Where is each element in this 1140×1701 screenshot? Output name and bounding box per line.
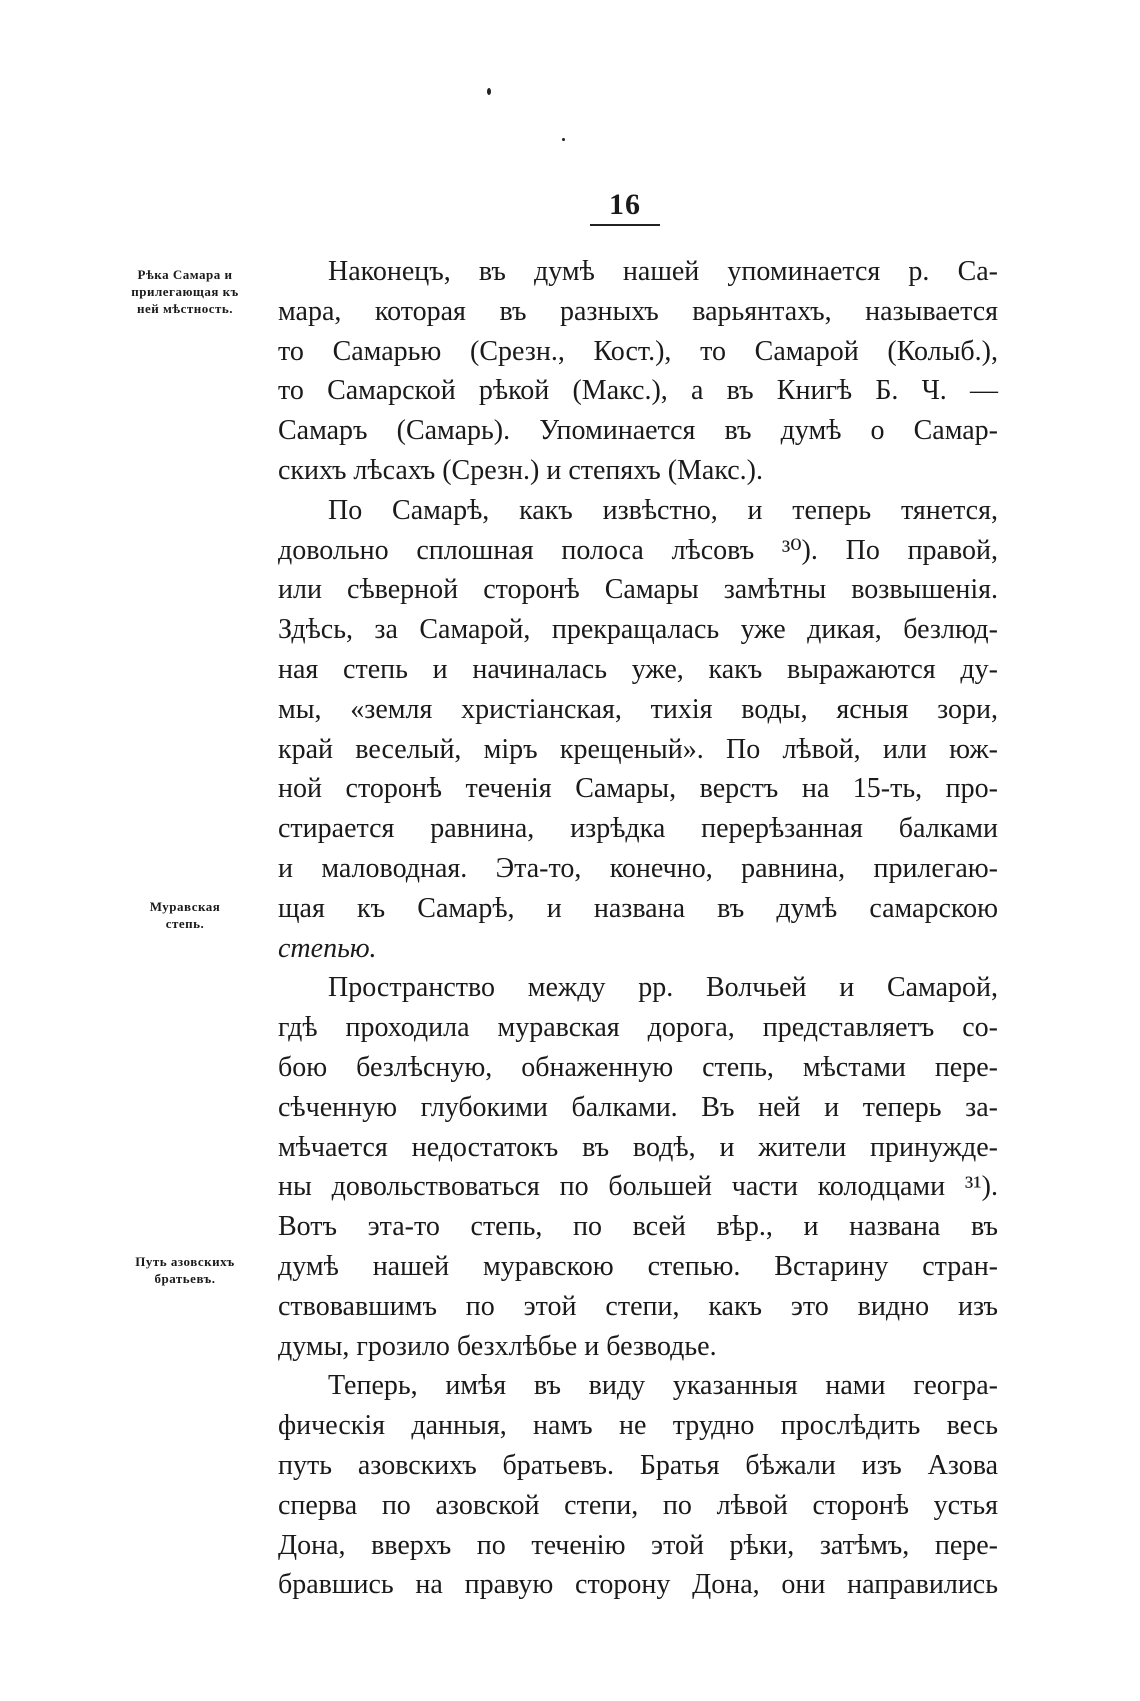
text-line: бравшись на правую сторону Дона, они направились xyxy=(278,1569,998,1601)
text-line: степью. xyxy=(278,932,377,964)
paragraph xyxy=(278,1366,998,1605)
text-line: путь азовскихъ братьевъ. Братья бѣжали изъ Азова xyxy=(278,1449,998,1481)
text-line: или сѣверной сторонѣ Самары замѣтны возвышенія. xyxy=(278,574,998,606)
paragraph xyxy=(278,968,998,1366)
side-note-line: степь. xyxy=(165,916,205,931)
side-note-azov-path xyxy=(110,1253,260,1287)
page-number: 16 xyxy=(609,188,641,221)
side-note-line: Путь азовскихъ xyxy=(135,1254,235,1269)
main-text xyxy=(278,252,998,1605)
text-line: сѣченную глубокими балками. Въ ней и теперь за- xyxy=(278,1091,998,1123)
text-line: фическія данныя, намъ не трудно прослѣдить весь xyxy=(278,1410,998,1442)
text-line: Пространство между рр. Волчьей и Самарой, xyxy=(328,972,998,1004)
text-line: то Самарью (Срезн., Кост.), то Самарой (Колыб.), xyxy=(278,335,998,367)
side-note-line: братьевъ. xyxy=(154,1271,216,1286)
text-line: мы, «земля христіанская, тихія воды, ясныя зори, xyxy=(278,693,998,725)
text-line: Наконецъ, въ думѣ нашей упоминается р. Са- xyxy=(328,256,998,287)
paragraph xyxy=(278,491,998,969)
text-line: Теперь, имѣя въ виду указанныя нами геогра- xyxy=(328,1370,998,1402)
text-line: довольно сплошная полоса лѣсовъ ³⁰). По правой, xyxy=(278,534,998,566)
side-note-line: Рѣка Самара и xyxy=(137,267,233,282)
side-note-line: прилегающая къ xyxy=(131,284,239,299)
text-line: край веселый, міръ крещеный». По лѣвой, или юж- xyxy=(278,733,998,765)
text-line: мѣчается недостатокъ въ водѣ, и жители принужде- xyxy=(278,1131,998,1163)
text-line: гдѣ проходила муравская дорога, представляетъ со- xyxy=(278,1012,998,1044)
print-speck xyxy=(562,138,565,141)
page-number-underline xyxy=(590,224,660,226)
text-line: ны довольствоваться по большей части колодцами ³¹). xyxy=(278,1171,998,1203)
text-line: ной сторонѣ теченія Самары, верстъ на 15-ть, про- xyxy=(278,773,998,805)
text-line: бою безлѣсную, обнаженную степь, мѣстами пере- xyxy=(278,1051,998,1083)
text-line: Вотъ эта-то степь, по всей вѣр., и названа въ xyxy=(278,1211,998,1243)
text-line: думѣ нашей муравскою степью. Встарину стран- xyxy=(278,1250,998,1282)
text-line: По Самарѣ, какъ извѣстно, и теперь тянется, xyxy=(328,494,998,526)
side-note-line: ней мѣстность. xyxy=(136,301,234,316)
side-note-samara xyxy=(110,266,260,317)
text-line: ствовавшимъ по этой степи, какъ это видно изъ xyxy=(278,1290,998,1322)
paragraph xyxy=(278,252,998,491)
text-line: ная степь и начиналась уже, какъ выражаются ду- xyxy=(278,653,998,685)
text-line: и маловодная. Эта-то, конечно, равнина, прилегаю- xyxy=(278,852,998,884)
text-line: Самаръ (Самарь). Упоминается въ думѣ о Самар- xyxy=(278,415,998,447)
text-line: мара, которая въ разныхъ варьянтахъ, называется xyxy=(278,295,998,327)
text-line: щая къ Самарѣ, и названа въ думѣ самарскою xyxy=(278,892,998,924)
text-line: Дона, вверхъ по теченію этой рѣки, затѣмъ, пере- xyxy=(278,1529,998,1561)
text-line: Здѣсь, за Самарой, прекращалась уже дикая, безлюд- xyxy=(278,614,998,646)
text-line: стирается равнина, изрѣдка перерѣзанная балками xyxy=(278,813,998,845)
side-note-line: Муравская xyxy=(149,899,221,914)
side-note-muravskaya xyxy=(110,898,260,932)
text-line: то Самарской рѣкой (Макс.), а въ Книгѣ Б. Ч. — xyxy=(278,375,998,407)
text-line: думы, грозило безхлѣбье и безводье. xyxy=(278,1330,717,1362)
print-speck xyxy=(487,88,491,95)
text-line: сперва по азовской степи, по лѣвой сторонѣ устья xyxy=(278,1489,998,1521)
text-line: скихъ лѣсахъ (Срезн.) и степяхъ (Макс.). xyxy=(278,454,764,486)
